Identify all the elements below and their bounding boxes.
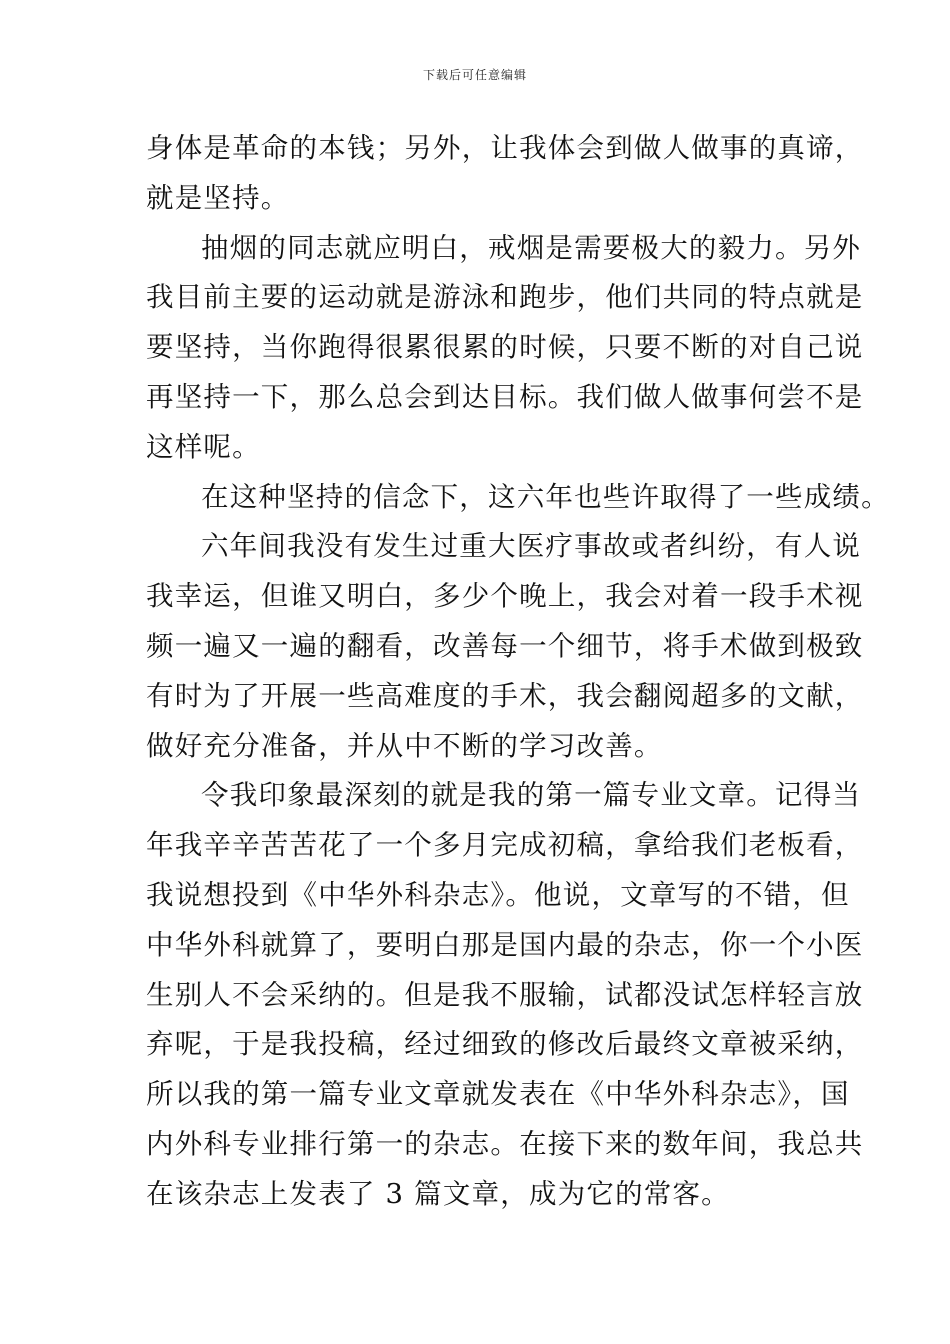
document-body xyxy=(146,124,890,1220)
text-line: 我说想投到《中华外科杂志》。他说，文章写的不错，但 xyxy=(146,878,850,911)
paragraph xyxy=(146,473,890,523)
page-header: 下载后可任意编辑 xyxy=(422,68,527,82)
text-line: 我目前主要的运动就是游泳和跑步，他们共同的特点就是 xyxy=(146,281,864,314)
text-line: 再坚持一下，那么总会到达目标。我们做人做事何尝不是 xyxy=(146,380,864,413)
paragraph xyxy=(146,771,864,1219)
paragraph xyxy=(146,124,864,224)
text-line: 要坚持，当你跑得很累很累的时候，只要不断的对自己说 xyxy=(146,331,864,364)
text-line: 在这种坚持的信念下，这六年也些许取得了一些成绩。 xyxy=(201,480,890,513)
text-line: 中华外科就算了，要明白那是国内最的杂志，你一个小医 xyxy=(146,928,864,961)
text-line: 在该杂志上发表了 3 篇文章，成为它的常客。 xyxy=(146,1177,730,1210)
paragraph xyxy=(146,522,864,771)
text-line: 内外科专业排行第一的杂志。在接下来的数年间，我总共 xyxy=(146,1127,864,1160)
text-line: 我幸运，但谁又明白，多少个晚上，我会对着一段手术视 xyxy=(146,580,864,613)
text-line: 有时为了开展一些高难度的手术，我会翻阅超多的文献， xyxy=(146,679,864,712)
text-line: 六年间我没有发生过重大医疗事故或者纠纷，有人说 xyxy=(201,530,862,563)
text-line: 做好充分准备，并从中不断的学习改善。 xyxy=(146,729,663,762)
text-line: 年我辛辛苦苦花了一个多月完成初稿，拿给我们老板看， xyxy=(146,829,864,862)
text-line: 就是坚持。 xyxy=(146,181,290,214)
text-line: 令我印象最深刻的就是我的第一篇专业文章。记得当 xyxy=(201,779,862,812)
text-line: 身体是革命的本钱；另外，让我体会到做人做事的真谛， xyxy=(146,132,864,164)
text-line: 频一遍又一遍的翻看，改善每一个细节，将手术做到极致 xyxy=(146,629,864,662)
text-line: 抽烟的同志就应明白，戒烟是需要极大的毅力。另外 xyxy=(201,231,862,264)
text-line: 这样呢。 xyxy=(146,430,261,463)
paragraph xyxy=(146,224,864,473)
text-line: 生别人不会采纳的。但是我不服输，试都没试怎样轻言放 xyxy=(146,978,864,1011)
text-line: 所以我的第一篇专业文章就发表在《中华外科杂志》，国 xyxy=(146,1078,850,1111)
text-line: 弃呢，于是我投稿，经过细致的修改后最终文章被采纳， xyxy=(146,1028,864,1061)
